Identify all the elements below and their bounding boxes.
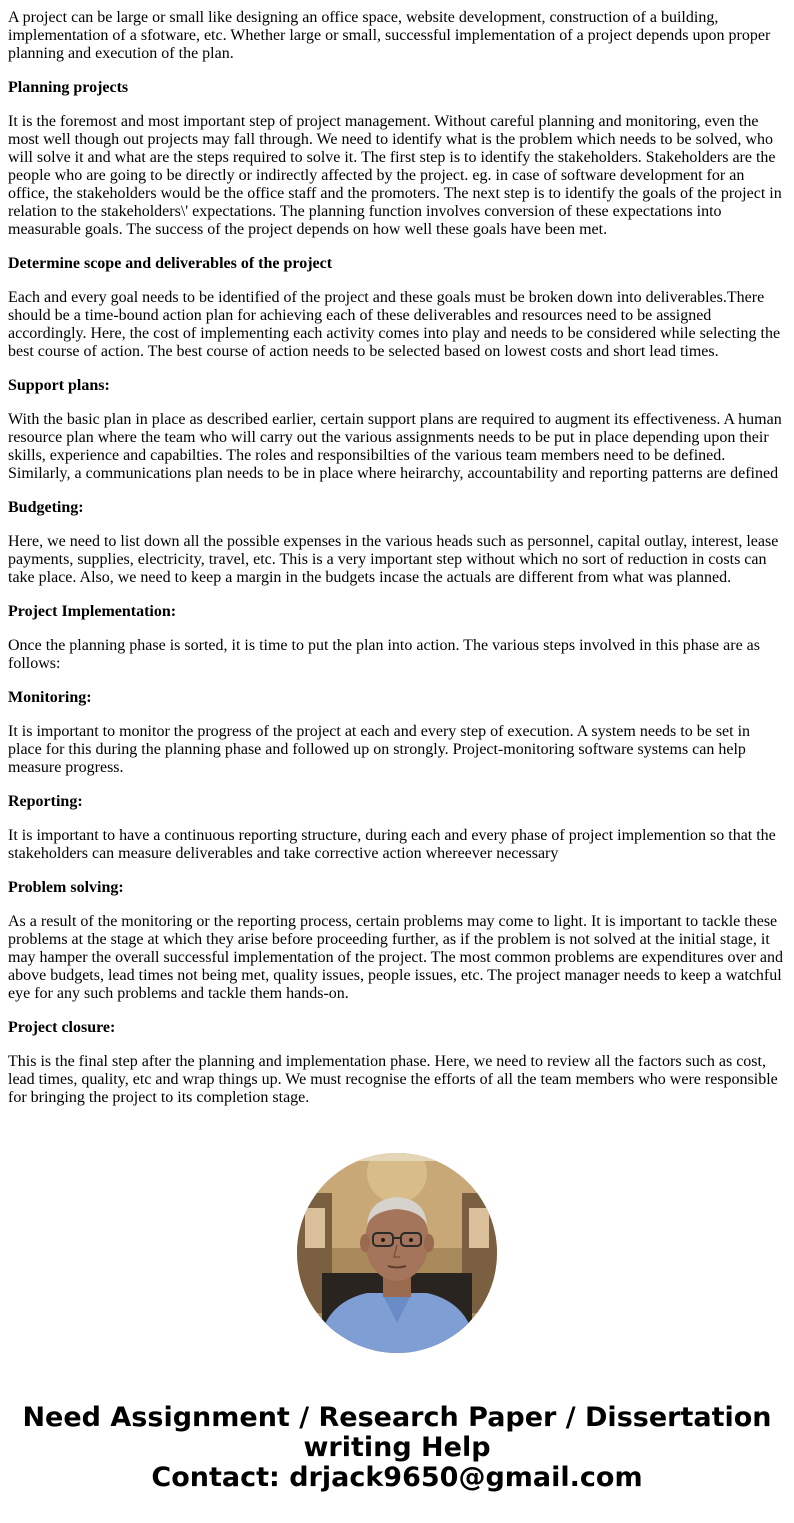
section-heading-scope: Determine scope and deliverables of the project: [8, 255, 333, 272]
section-heading-problem-solving: Problem solving:: [8, 879, 124, 896]
section-paragraph-budgeting: Here, we need to list down all the possible expenses in the various heads such as personnel, capital outlay, interest, lease payments, supplies, electricity, travel, etc. This is a very important step without which no sort of reduction in costs can take place. Also, we need to keep a margin in the budgets incase the actuals are different from what was planned.: [8, 533, 779, 586]
author-avatar: [297, 1153, 497, 1353]
section-paragraph-problem-solving: As a result of the monitoring or the reporting process, certain problems may come to light. It is important to tackle these problems at the stage at which they arise before proceeding further, as if the problem is not solved at the initial stage, it may hamper the overall successful implementation of the project. The most common problems are expenditures over and above budgets, lead times not being met, quality issues, people issues, etc. The project manager needs to keep a watchful eye for any such problems and tackle them hands-on.: [8, 913, 784, 1002]
section-paragraph-planning: It is the foremost and most important step of project management. Without careful planning and monitoring, even the most well though out projects may fall through. We need to identify what is the problem which needs to be solved, who will solve it and what are the steps required to solve it. The first step is to identify the stakeholders. Stakeholders are the people who are going to be directly or indirectly affected by the project. eg. in case of software development for an office, the stakeholders would be the office staff and the promoters. The next step is to identify the goals of the project in relation to the stakeholders\' expectations. The planning function involves conversion of these expectations into measurable goals. The success of the project depends on how well these goals have been met.: [8, 113, 782, 238]
section-heading-support-plans: Support plans:: [8, 377, 110, 394]
section-heading-reporting: Reporting:: [8, 793, 83, 810]
section-paragraph-implementation: Once the planning phase is sorted, it is time to put the plan into action. The various steps involved in this phase are as follows:: [8, 637, 760, 672]
section-heading-monitoring: Monitoring:: [8, 689, 92, 706]
cta-line-1: Need Assignment / Research Paper / Dissertation: [22, 1402, 772, 1433]
section-paragraph-support-plans: With the basic plan in place as described earlier, certain support plans are required to augment its effectiveness. A human resource plan where the team who will carry out the various assignments needs to be put in place depending upon their skills, experience and capabilties. The roles and responsibilties of the various team members need to be defined. Similarly, a communications plan needs to be in place where heirarchy, accountability and reporting patterns are defined: [8, 411, 782, 482]
cta-line-2: writing Help: [303, 1432, 491, 1463]
contact-banner: [0, 1403, 794, 1493]
section-heading-planning: Planning projects: [8, 79, 129, 96]
intro-paragraph: A project can be large or small like designing an office space, website development, construction of a building, implementation of a sfotware, etc. Whether large or small, successful implementation of a project depends upon proper planning and execution of the plan.: [8, 9, 771, 62]
article-body: [8, 9, 786, 1123]
section-heading-implementation: Project Implementation:: [8, 603, 177, 620]
section-heading-budgeting: Budgeting:: [8, 499, 84, 516]
cta-contact-email[interactable]: Contact: drjack9650@gmail.com: [151, 1462, 643, 1493]
section-paragraph-scope: Each and every goal needs to be identified of the project and these goals must be broken down into deliverables.There should be a time-bound action plan for achieving each of these deliverables and resources need to be assigned accordingly. Here, the cost of implementing each activity comes into play and needs to be considered while selecting the best course of action. The best course of action needs to be selected based on lowest costs and short lead times.: [8, 289, 781, 360]
section-heading-closure: Project closure:: [8, 1019, 116, 1036]
avatar-photo-icon: [297, 1153, 497, 1353]
section-paragraph-reporting: It is important to have a continuous reporting structure, during each and every phase of project implemention so that the stakeholders can measure deliverables and take corrective action whereever necessary: [8, 827, 776, 862]
section-paragraph-monitoring: It is important to monitor the progress of the project at each and every step of execution. A system needs to be set in place for this during the planning phase and followed up on strongly. Project-monitoring software systems can help measure progress.: [8, 723, 751, 776]
section-paragraph-closure: This is the final step after the planning and implementation phase. Here, we need to review all the factors such as cost, lead times, quality, etc and wrap things up. We must recognise the efforts of all the team members who were responsible for bringing the project to its completion stage.: [8, 1053, 778, 1106]
